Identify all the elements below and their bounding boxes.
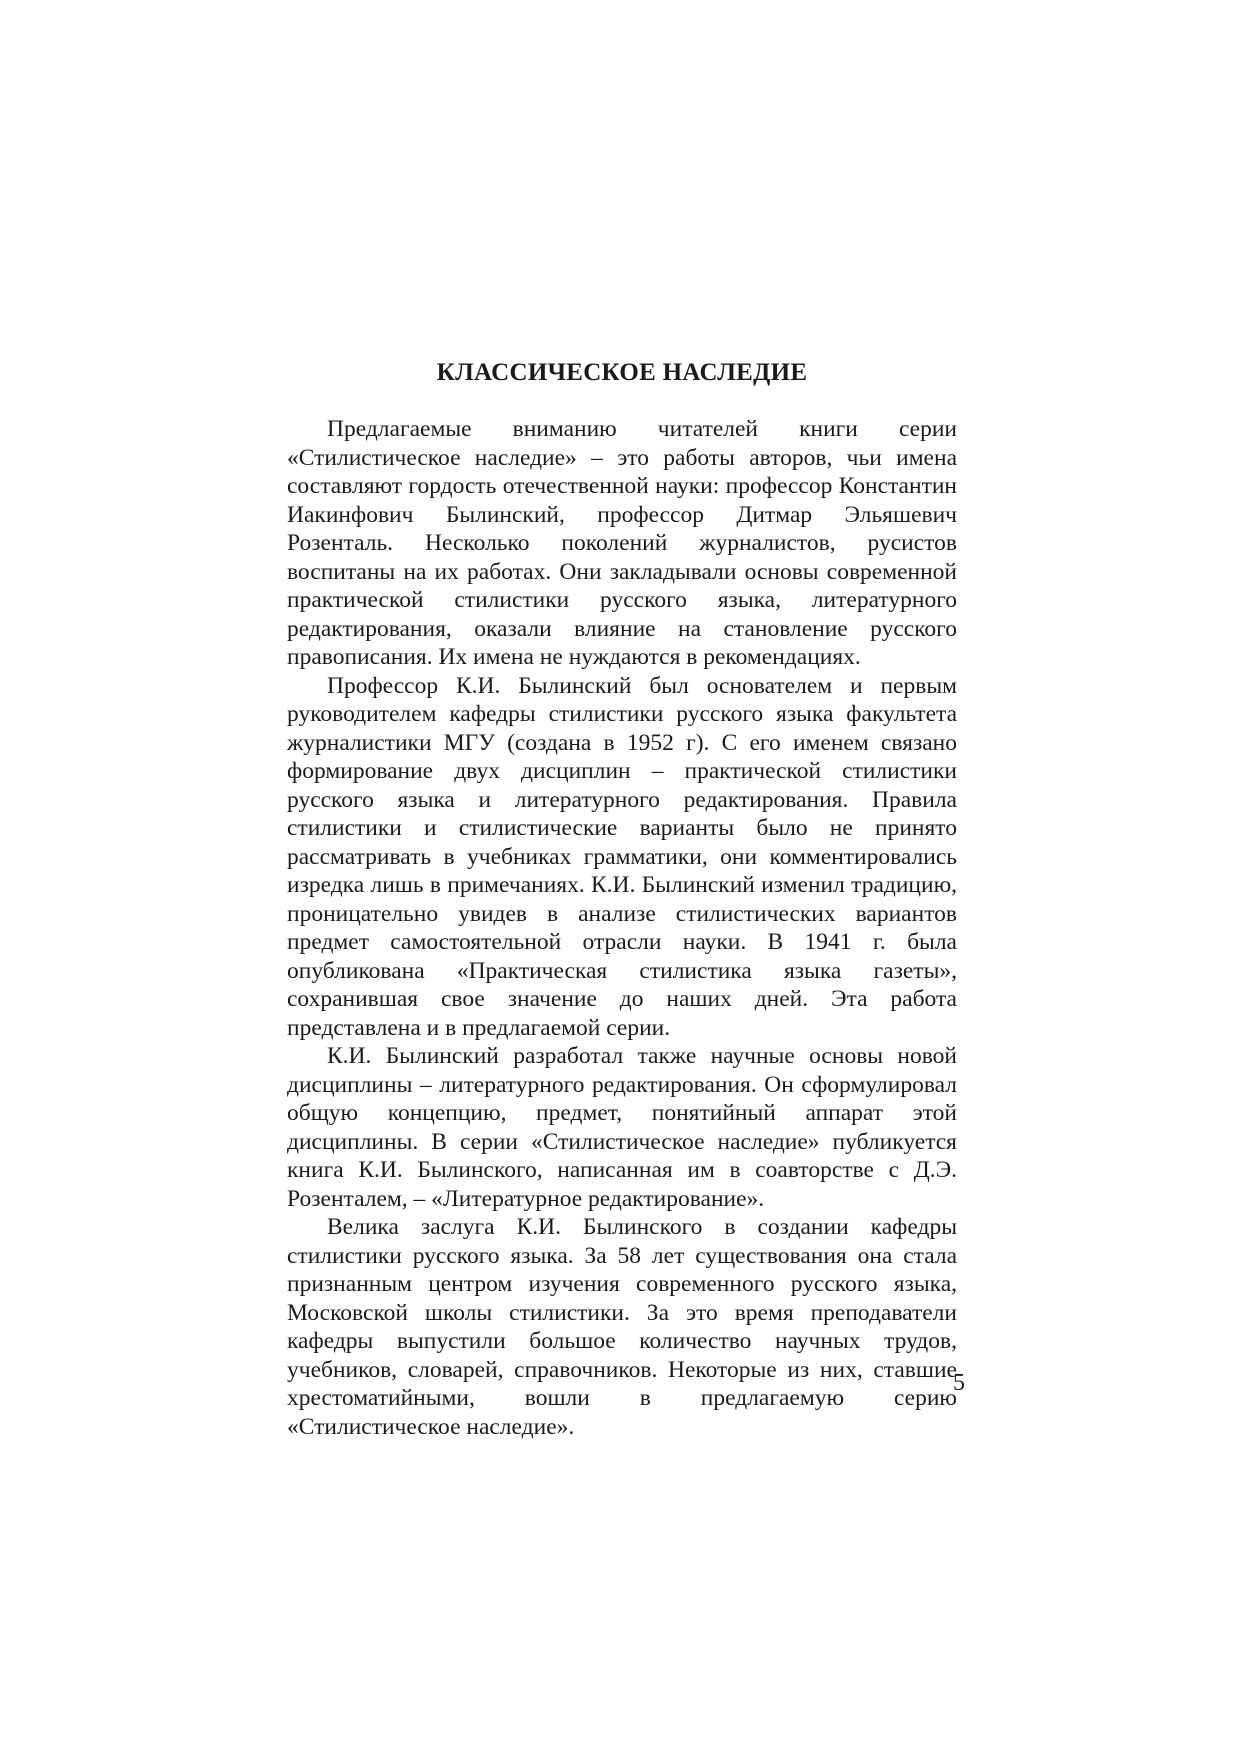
- page-title: КЛАССИЧЕСКОЕ НАСЛЕДИЕ: [436, 359, 808, 386]
- paragraph: Велика заслуга К.И. Былинского в создании кафедры стилистики русского языка. За 58 лет существования она стала признанным центром изучения современного русского языка, Московской школы стилистики. За это время преподаватели кафедры выпустили большое количество научных трудов, учебников, словарей, справочников. Некоторые из них, ставшие хрестоматийными, вошли в предлагаемую серию «Стилистическое наследие».: [287, 1214, 957, 1440]
- paragraph: Профессор К.И. Былинский был основателем и первым руководителем кафедры стилистики русского языка факультета журналистики МГУ (создана в 1952 г). С его именем связано формирование двух дисциплин – практической стилистики русского языка и литературного редактирования. Правила стилистики и стилистические варианты было не принято рассматривать в учебниках грамматики, они комментировались изредка лишь в примечаниях. К.И. Былинский изменил традицию, проницательно увидев в анализе стилистических вариантов предмет самостоятельной отрасли науки. В 1941 г. была опубликована «Практическая стилистика языка газеты», сохранившая свое значение до наших дней. Эта работа представлена и в предлагаемой серии.: [287, 672, 957, 1041]
- paragraph: Предлагаемые вниманию читателей книги серии «Стилистическое наследие» – это работы авторов, чьи имена составляют гордость отечественной науки: профессор Константин Иакинфович Былинский, профессор Дитмар Эльяшевич Розенталь. Несколько поколений журналистов, русистов воспитаны на их работах. Они закладывали основы современной практической стилистики русского языка, литературного редактирования, оказали влияние на становление русского правописания. Их имена не нуждаются в рекомендациях.: [287, 416, 957, 670]
- page-number: 5: [953, 1370, 965, 1396]
- body-text: [287, 415, 957, 1441]
- paragraph: К.И. Былинский разработал также научные основы новой дисциплины – литературного редактирования. Он сформулировал общую концепцию, предмет, понятийный аппарат этой дисциплины. В серии «Стилистическое наследие» публикуется книга К.И. Былинского, написанная им в соавторстве с Д.Э. Розенталем, – «Литературное редактирование».: [287, 1043, 957, 1212]
